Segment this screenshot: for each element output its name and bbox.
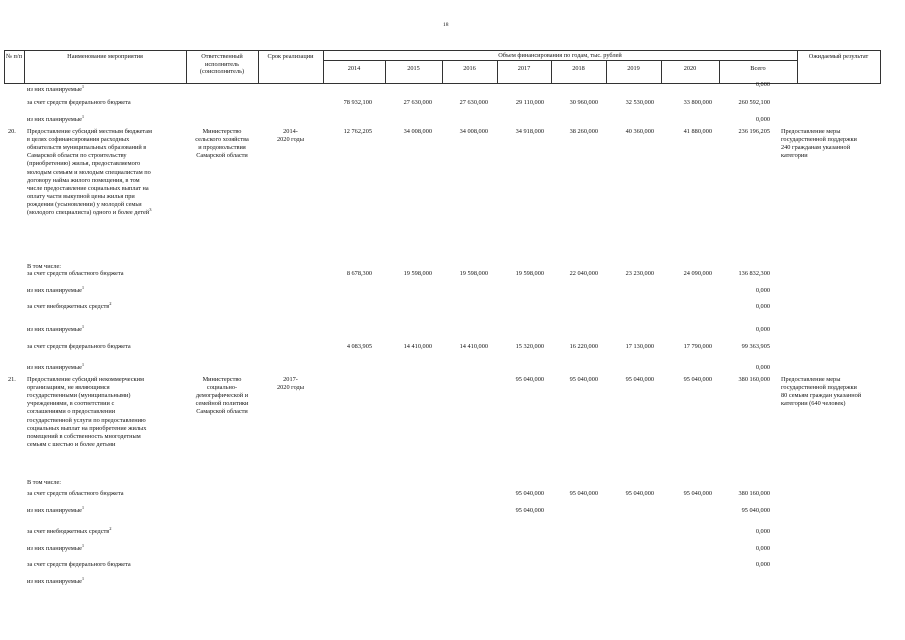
row-value: 95 040,000 bbox=[515, 507, 544, 514]
item-name-line: числе предоставление социальных выплат на bbox=[27, 184, 149, 192]
row-value: 0,000 bbox=[755, 364, 770, 371]
item-name-line: обязательств муниципальных образований в bbox=[27, 144, 147, 152]
row-label: из них планируемые$^1$ bbox=[27, 113, 85, 123]
row-label: В том числе: bbox=[27, 479, 62, 486]
row-value: 0,000 bbox=[755, 287, 770, 294]
row-value: 0,000 bbox=[755, 545, 770, 552]
item-value: 95 040,000 bbox=[625, 376, 654, 383]
footnote-marker: 2 bbox=[109, 525, 112, 531]
row-label: за счет внебюджетных средств$^2$ bbox=[27, 525, 112, 535]
row-label: за счет средств областного бюджета bbox=[27, 490, 124, 497]
item-name-line: социальных выплат на приобретение жилых bbox=[27, 424, 147, 432]
year-header: 2019 bbox=[627, 65, 640, 72]
item-name-line: учреждениями, в соответствии с bbox=[27, 400, 115, 408]
row-value: 0,000 bbox=[755, 561, 770, 568]
item-executor-line: Министерство bbox=[202, 128, 242, 135]
item-result-line: 80 семьям граждан указанной bbox=[781, 392, 862, 400]
header-col-term: Срок реализации bbox=[267, 53, 314, 60]
item-name-line: Предоставление субсидий местным бюджетам bbox=[27, 128, 153, 135]
item-result-line: категории bbox=[781, 152, 808, 160]
row-label: за счет средств федерального бюджета bbox=[27, 99, 131, 106]
item-result-line: Предоставление меры bbox=[781, 128, 841, 135]
row-label: из них планируемые$^1$ bbox=[27, 83, 85, 93]
row-value: 33 800,000 bbox=[683, 99, 712, 106]
item-number: 21. bbox=[8, 376, 16, 383]
row-value: 23 230,000 bbox=[625, 270, 654, 277]
row-value: 260 592,100 bbox=[738, 99, 770, 106]
item-value: 34 008,000 bbox=[459, 128, 488, 135]
table-top-border bbox=[4, 50, 880, 51]
item-result-line: категории (640 человек) bbox=[781, 400, 846, 408]
row-label: из них планируемые$^1$ bbox=[27, 284, 85, 294]
footnote-marker: 1 bbox=[81, 113, 85, 119]
item-name-line: государственными (муниципальными) bbox=[27, 392, 131, 400]
year-header: 2015 bbox=[407, 65, 420, 72]
item-executor-line: Министерство bbox=[202, 376, 242, 383]
footnote-marker: 1 bbox=[81, 83, 85, 89]
item-name-line: молодым семьям и молодым специалистам по bbox=[27, 168, 151, 176]
row-label: из них планируемые$^1$ bbox=[27, 361, 85, 371]
item-executor-line: и продовольствия bbox=[198, 144, 246, 152]
row-value: 19 598,000 bbox=[515, 270, 544, 277]
row-value: 19 598,000 bbox=[403, 270, 432, 277]
header-col-executor: Ответственный исполнитель (соисполнитель) bbox=[199, 53, 245, 75]
item-term-line: 2014- bbox=[283, 128, 298, 135]
row-value: 17 130,000 bbox=[625, 343, 654, 350]
item-result-line: государственной поддержки bbox=[781, 384, 857, 392]
row-value: 0,000 bbox=[755, 528, 770, 535]
item-value: 95 040,000 bbox=[683, 376, 712, 383]
item-name-line: организациям, не являющимся bbox=[27, 384, 110, 392]
row-label: из них планируемые$^1$ bbox=[27, 575, 85, 585]
row-label: за счет средств федерального бюджета bbox=[27, 561, 131, 568]
row-value: 14 410,000 bbox=[403, 343, 432, 350]
footnote-marker: 1 bbox=[81, 284, 85, 290]
row-value: 4 083,905 bbox=[346, 343, 372, 350]
item-value: 38 260,000 bbox=[569, 128, 598, 135]
row-value: 27 630,000 bbox=[403, 99, 432, 106]
item-term-line: 2020 годы bbox=[277, 136, 304, 144]
item-executor-line: демографической и bbox=[195, 392, 249, 400]
item-value: 380 160,000 bbox=[738, 376, 770, 383]
footnote-marker: 3 bbox=[149, 206, 152, 212]
row-value: 0,000 bbox=[755, 326, 770, 333]
header-col-result: Ожидаемый результат bbox=[808, 53, 869, 60]
row-value: 95 040,000 bbox=[569, 490, 598, 497]
header-col-name: Наименование мероприятия bbox=[67, 53, 143, 60]
year-header: 2017 bbox=[517, 65, 531, 72]
row-label: из них планируемые$^1$ bbox=[27, 542, 85, 552]
row-value: 29 110,000 bbox=[515, 99, 544, 106]
item-executor-line: сельского хозяйства bbox=[195, 136, 249, 144]
item-value: 34 918,000 bbox=[515, 128, 544, 135]
item-value: 236 196,205 bbox=[738, 128, 770, 135]
item-result-line: Предоставление меры bbox=[781, 376, 841, 383]
row-label: за счет средств областного бюджета bbox=[27, 270, 124, 277]
footnote-marker: 1 bbox=[81, 361, 85, 367]
item-term-line: 2020 годы bbox=[277, 384, 304, 392]
row-value: 0,000 bbox=[755, 81, 770, 88]
col-divider bbox=[186, 50, 187, 84]
year-header: 2014 bbox=[347, 65, 361, 72]
item-name-line: помещений в собственность многодетным bbox=[27, 432, 141, 440]
year-header: 2018 bbox=[572, 65, 585, 72]
row-value: 30 960,000 bbox=[569, 99, 598, 106]
item-term-line: 2017- bbox=[283, 376, 298, 383]
item-value: 95 040,000 bbox=[515, 376, 544, 383]
item-executor-line: социально- bbox=[206, 384, 238, 392]
item-value: 95 040,000 bbox=[569, 376, 598, 383]
item-value: 41 880,000 bbox=[683, 128, 712, 135]
item-number: 20. bbox=[8, 128, 16, 135]
row-value: 136 832,300 bbox=[738, 270, 770, 277]
item-name-line: семьям с шестью и более детьми bbox=[27, 440, 116, 448]
item-executor-line: Самарской области bbox=[196, 152, 248, 160]
row-value: 95 040,000 bbox=[515, 490, 544, 497]
row-label: из них планируемые$^1$ bbox=[27, 504, 85, 514]
item-name-line: оплату части выкупной цены жилья при bbox=[27, 192, 135, 200]
row-value: 78 932,100 bbox=[343, 99, 372, 106]
footnote-marker: 2 bbox=[109, 300, 112, 306]
year-header: 2016 bbox=[463, 65, 476, 72]
row-label: за счет средств федерального бюджета bbox=[27, 343, 131, 350]
row-value: 380 160,000 bbox=[738, 490, 770, 497]
row-value: 27 630,000 bbox=[459, 99, 488, 106]
footnote-marker: 1 bbox=[81, 504, 85, 510]
row-value: 95 040,000 bbox=[625, 490, 654, 497]
year-header: Всего bbox=[750, 65, 766, 72]
item-name-line: рождении (усыновлении) у молодой семьи bbox=[27, 200, 142, 208]
item-value: 34 008,000 bbox=[403, 128, 432, 135]
row-value: 22 040,000 bbox=[569, 270, 598, 277]
row-value: 15 320,000 bbox=[515, 343, 544, 350]
item-name-line: договору найма жилого помещения, в том bbox=[27, 176, 140, 184]
row-label: В том числе: bbox=[27, 263, 62, 270]
header-col-number: № п/п bbox=[5, 53, 23, 60]
item-name-line: в целях софинансирования расходных bbox=[27, 136, 130, 144]
item-name-line: (молодого специалиста) одного и более детей$^3$ bbox=[27, 206, 152, 216]
item-result-line: государственной поддержки bbox=[781, 136, 857, 144]
row-value: 19 598,000 bbox=[459, 270, 488, 277]
item-name-line: Предоставление субсидий некоммерческим bbox=[27, 376, 144, 383]
row-value: 24 090,000 bbox=[683, 270, 712, 277]
item-name-line: Самарской области по строительству bbox=[27, 152, 127, 160]
footnote-marker: 1 bbox=[81, 542, 85, 548]
row-value: 0,000 bbox=[755, 303, 770, 310]
item-result-line: 240 гражданам указанной bbox=[781, 144, 851, 152]
row-value: 14 410,000 bbox=[459, 343, 488, 350]
item-name-line: (приобретению) жилья, предоставляемого bbox=[27, 160, 141, 168]
item-value: 40 360,000 bbox=[625, 128, 654, 135]
year-header: 2020 bbox=[683, 65, 697, 72]
item-name-line: соглашениями о предоставлении bbox=[27, 408, 116, 416]
row-value: 17 790,000 bbox=[683, 343, 712, 350]
row-value: 0,000 bbox=[755, 116, 770, 123]
row-label: из них планируемые$^1$ bbox=[27, 323, 85, 333]
item-executor-line: семейной политики bbox=[195, 400, 249, 408]
row-value: 95 040,000 bbox=[741, 507, 770, 514]
row-value: 8 678,300 bbox=[346, 270, 372, 277]
row-value: 99 363,905 bbox=[741, 343, 770, 350]
header-subrow-line bbox=[323, 60, 797, 61]
header-col-financing: Объем финансирования по годам, тыс. рублей bbox=[498, 52, 622, 59]
row-label: за счет внебюджетных средств$^2$ bbox=[27, 300, 112, 310]
row-value: 32 530,000 bbox=[625, 99, 654, 106]
row-value: 95 040,000 bbox=[683, 490, 712, 497]
row-value: 16 220,000 bbox=[569, 343, 598, 350]
col-divider bbox=[880, 50, 881, 84]
item-value: 12 762,205 bbox=[343, 128, 372, 135]
item-executor-line: Самарской области bbox=[196, 408, 248, 416]
footnote-marker: 1 bbox=[81, 575, 85, 581]
item-name-line: государственной услуги по предоставлению bbox=[27, 416, 146, 424]
page-number: 18 bbox=[443, 22, 449, 28]
footnote-marker: 1 bbox=[81, 323, 85, 329]
